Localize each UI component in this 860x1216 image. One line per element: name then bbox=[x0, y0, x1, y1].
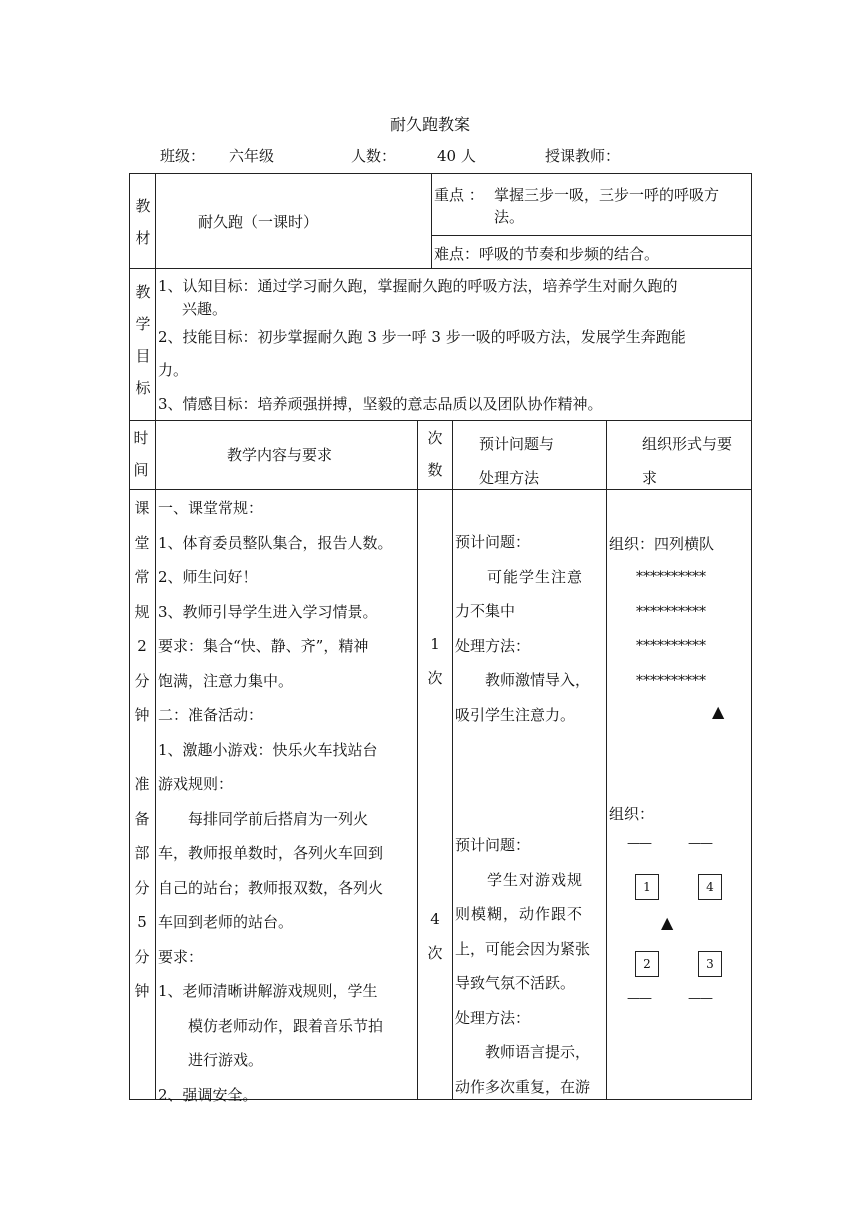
count-routine: 1 次 bbox=[427, 635, 443, 687]
key-point-text: 掌握三步一吸，三步一呼的呼吸方 bbox=[494, 186, 720, 204]
track-line: —— bbox=[627, 836, 651, 851]
track-line: —— bbox=[688, 991, 712, 1006]
objective-emotion: 3、情感目标：培养顽强拼搏，坚毅的意志品质以及团队协作精神。 bbox=[158, 395, 603, 413]
objectives-label: 教 学 目 标 bbox=[135, 283, 151, 397]
objective-cognitive-cont: 兴趣。 bbox=[182, 300, 228, 318]
formation-row: ********** bbox=[636, 638, 706, 654]
org-warmup-label: 组织： bbox=[609, 805, 655, 823]
track-line: —— bbox=[627, 991, 651, 1006]
objective-cognitive: 1、认知目标：通过学习耐久跑，掌握耐久跑的呼吸方法，培养学生对耐久跑的 bbox=[158, 277, 678, 295]
difficulty-text: 难点：呼吸的节奏和步频的结合。 bbox=[434, 245, 660, 263]
track-line: —— bbox=[688, 836, 712, 851]
time-column: 课 堂 常 规 2 分 钟 准 备 部 分 5 分 钟 bbox=[134, 499, 150, 1000]
content-line: 车回到老师的站台。 bbox=[158, 913, 294, 931]
formation-row: ********** bbox=[636, 672, 706, 689]
station-box: 2 bbox=[635, 951, 659, 977]
content-line: 2、师生问好！ bbox=[158, 568, 258, 586]
formation-row: ********** bbox=[636, 569, 706, 585]
station-box: 3 bbox=[698, 951, 722, 977]
header-content: 教学内容与要求 bbox=[227, 446, 333, 464]
header-count: 次 数 bbox=[427, 429, 443, 479]
teacher-marker: ▲ bbox=[712, 702, 725, 721]
problem-warmup: 预计问题： 学生对游戏规 则模糊，动作跟不 上，可能会因为紧张 导致气氛不活跃。 处理方法： 教师语言提示， 动作多次重复，在游 bbox=[455, 836, 591, 1096]
org-formation-rows bbox=[636, 560, 706, 698]
content-line: 自己的站台；教师报双数，各列火 bbox=[158, 878, 384, 897]
station-box: 4 bbox=[698, 874, 722, 900]
objective-skill-cont: 力。 bbox=[158, 361, 189, 379]
org-routine-label: 组织：四列横队 bbox=[609, 535, 715, 553]
formation-row: ********** bbox=[636, 603, 706, 620]
content-column bbox=[158, 491, 393, 1112]
header-time: 时 间 bbox=[133, 429, 149, 479]
content-line: 3、教师引导学生进入学习情景。 bbox=[158, 602, 378, 621]
key-point-label: 重点 ： bbox=[434, 186, 484, 204]
content-line: 1、激趣小游戏：快乐火车找站台 bbox=[158, 740, 378, 759]
content-line: 模仿老师动作，跟着音乐节拍 bbox=[158, 1016, 384, 1035]
content-line: 进行游戏。 bbox=[158, 1051, 264, 1069]
content-line: 车，教师报单数时，各列火车回到 bbox=[158, 844, 384, 862]
content-line: 要求：集合“快、静、齐”，精神 bbox=[158, 637, 369, 655]
content-line: 一、课堂常规： bbox=[158, 499, 264, 517]
problem-routine: 预计问题： 可能学生注意 力不集中 处理方法： 教师激情导入， 吸引学生注意力。 bbox=[455, 533, 591, 724]
teacher-label: 授课教师： bbox=[545, 147, 621, 165]
count-warmup: 4 次 bbox=[427, 910, 443, 962]
content-line: 饱满，注意力集中。 bbox=[158, 671, 294, 690]
class-label: 班级： bbox=[160, 147, 206, 165]
content-line: 每排同学前后搭肩为一列火 bbox=[158, 809, 369, 828]
material-label: 教 材 bbox=[135, 197, 151, 247]
key-point-text-cont: 法。 bbox=[494, 208, 525, 226]
content-line: 要求： bbox=[158, 947, 204, 966]
content-line: 2、强调安全。 bbox=[158, 1085, 258, 1104]
document-title: 耐久跑教案 bbox=[389, 115, 470, 134]
objective-skill: 2、技能目标：初步掌握耐久跑 3 步一呼 3 步一吸的呼吸方法，发展学生奔跑能 bbox=[158, 328, 686, 346]
material-content: 耐久跑（一课时） bbox=[198, 213, 319, 231]
class-value: 六年级 bbox=[229, 147, 275, 165]
content-line: 二：准备活动： bbox=[158, 706, 264, 724]
count-label: 人数： bbox=[351, 147, 397, 165]
teacher-marker: ▲ bbox=[661, 913, 674, 932]
header-problem: 预计问题与 处理方法 bbox=[479, 435, 555, 487]
header-organization: 组织形式与要 求 bbox=[642, 435, 733, 487]
count-value: 40 人 bbox=[437, 147, 476, 165]
station-box: 1 bbox=[635, 874, 659, 900]
content-line: 1、老师清晰讲解游戏规则，学生 bbox=[158, 982, 378, 1000]
content-line: 1、体育委员整队集合，报告人数。 bbox=[158, 533, 393, 552]
content-line: 游戏规则： bbox=[158, 775, 234, 793]
